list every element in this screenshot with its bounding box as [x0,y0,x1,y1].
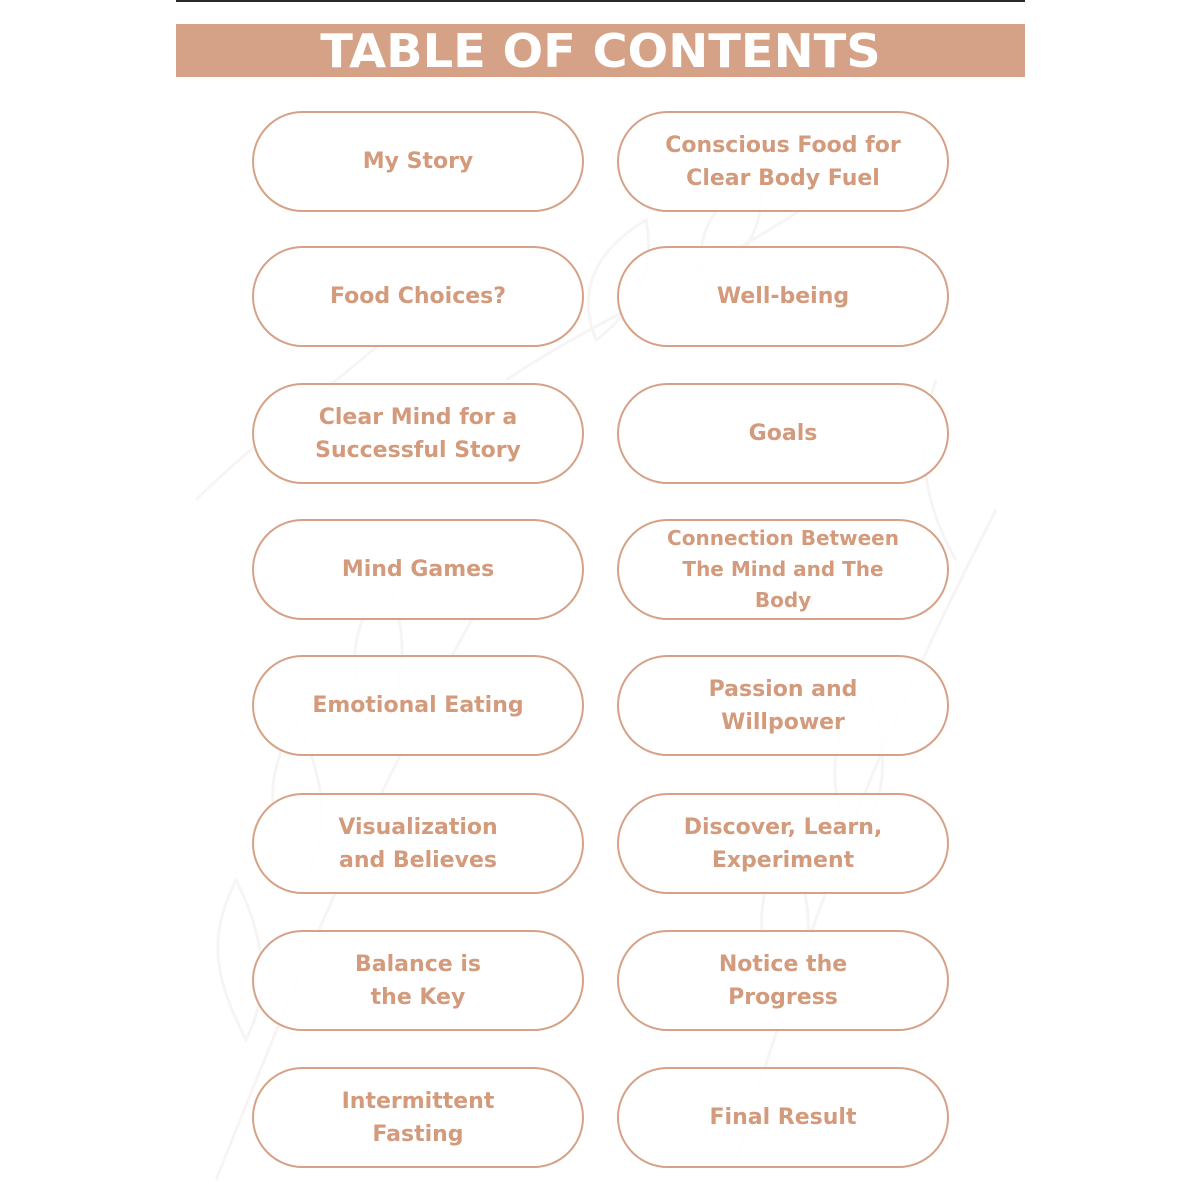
toc-item-food-choices[interactable] [252,246,584,347]
toc-item-balance[interactable] [252,930,584,1031]
toc-item-final-result[interactable] [617,1067,949,1168]
toc-item-intermittent-fasting[interactable] [252,1067,584,1168]
toc-item-label: Emotional Eating [312,693,524,718]
toc-item-label: Conscious Food for Clear Body Fuel [665,132,901,191]
toc-item-label: Well-being [716,284,850,309]
toc-item-label: Balance is the Key [355,951,481,1010]
toc-item-label: Connection Between The Mind and The Body [667,526,899,612]
toc-item-emotional-eating[interactable] [252,655,584,756]
toc-item-my-story[interactable] [252,111,584,212]
toc-item-discover-learn[interactable] [617,793,949,894]
toc-item-label: Clear Mind for a Successful Story [315,404,521,463]
toc-item-label: Final Result [709,1105,857,1130]
toc-item-label: Discover, Learn, Experiment [683,814,883,873]
toc-item-mind-games[interactable] [252,519,584,620]
toc-item-passion-willpower[interactable] [617,655,949,756]
document-page [176,0,1025,1200]
toc-item-clear-mind[interactable] [252,383,584,484]
toc-item-notice-progress[interactable] [617,930,949,1031]
table-of-contents [176,0,1025,1200]
toc-item-label: Passion and Willpower [708,676,858,735]
toc-item-label: Notice the Progress [718,951,848,1010]
toc-item-well-being[interactable] [617,246,949,347]
toc-item-label: Food Choices? [329,284,507,309]
toc-item-label: Visualization and Believes [338,814,498,873]
toc-item-label: Goals [748,421,818,446]
toc-item-goals[interactable] [617,383,949,484]
toc-item-conscious-food[interactable] [617,111,949,212]
page-title: TABLE OF CONTENTS [320,23,881,78]
toc-item-connection-mind-body[interactable] [617,519,949,620]
toc-item-label: Intermittent Fasting [341,1088,495,1147]
toc-item-label: Mind Games [341,557,495,582]
toc-item-label: My Story [362,149,474,174]
toc-item-visualization[interactable] [252,793,584,894]
